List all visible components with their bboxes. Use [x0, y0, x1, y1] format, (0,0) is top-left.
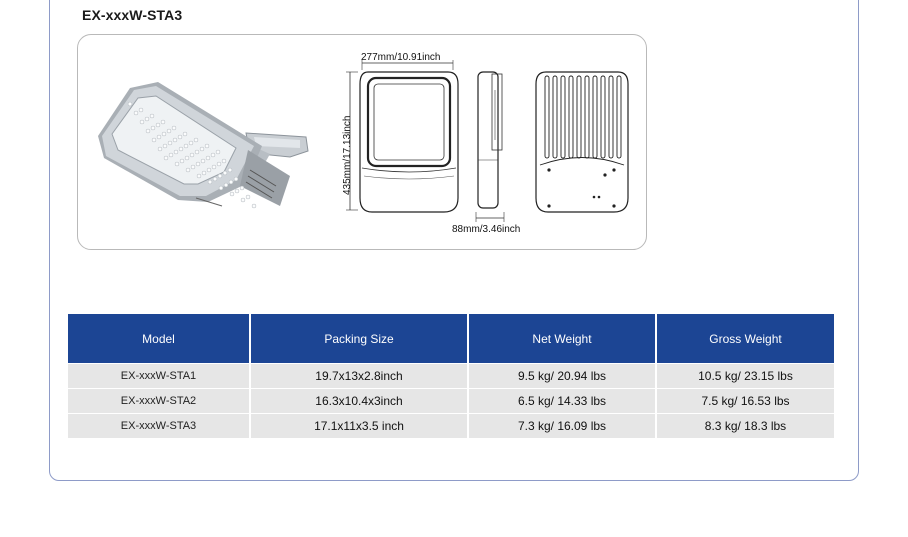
cell-net-weight: 9.5 kg/ 20.94 lbs [469, 363, 657, 388]
height-dimension-label: 435mm/17.13inch [342, 115, 353, 195]
cell-net-weight: 6.5 kg/ 14.33 lbs [469, 388, 657, 413]
header-gross-weight: Gross Weight [657, 314, 834, 363]
front-view-drawing [346, 60, 458, 212]
table-row [68, 388, 834, 413]
floodlight-photo [98, 82, 308, 208]
width-dimension-label: 277mm/10.91inch [361, 52, 441, 63]
back-view-drawing [536, 72, 628, 212]
depth-dimension-label: 88mm/3.46inch [452, 224, 521, 235]
product-title: EX-xxxW-STA3 [82, 7, 183, 23]
side-view-drawing [476, 72, 504, 222]
heatsink-fins [545, 76, 621, 158]
table-row [68, 363, 834, 388]
cell-net-weight: 7.3 kg/ 16.09 lbs [469, 413, 657, 438]
table-header-row [68, 314, 834, 363]
cell-gross-weight: 8.3 kg/ 18.3 lbs [657, 413, 834, 438]
table-row [68, 413, 834, 438]
header-model: Model [68, 314, 251, 363]
header-net-weight: Net Weight [469, 314, 657, 363]
cell-packing-size: 19.7x13x2.8inch [251, 363, 469, 388]
cell-gross-weight: 7.5 kg/ 16.53 lbs [657, 388, 834, 413]
cell-packing-size: 16.3x10.4x3inch [251, 388, 469, 413]
cell-packing-size: 17.1x11x3.5 inch [251, 413, 469, 438]
cell-gross-weight: 10.5 kg/ 23.15 lbs [657, 363, 834, 388]
cell-model: EX-xxxW-STA2 [68, 388, 251, 413]
cell-model: EX-xxxW-STA1 [68, 363, 251, 388]
header-packing-size: Packing Size [251, 314, 469, 363]
cell-model: EX-xxxW-STA3 [68, 413, 251, 438]
packing-spec-table [68, 314, 834, 438]
